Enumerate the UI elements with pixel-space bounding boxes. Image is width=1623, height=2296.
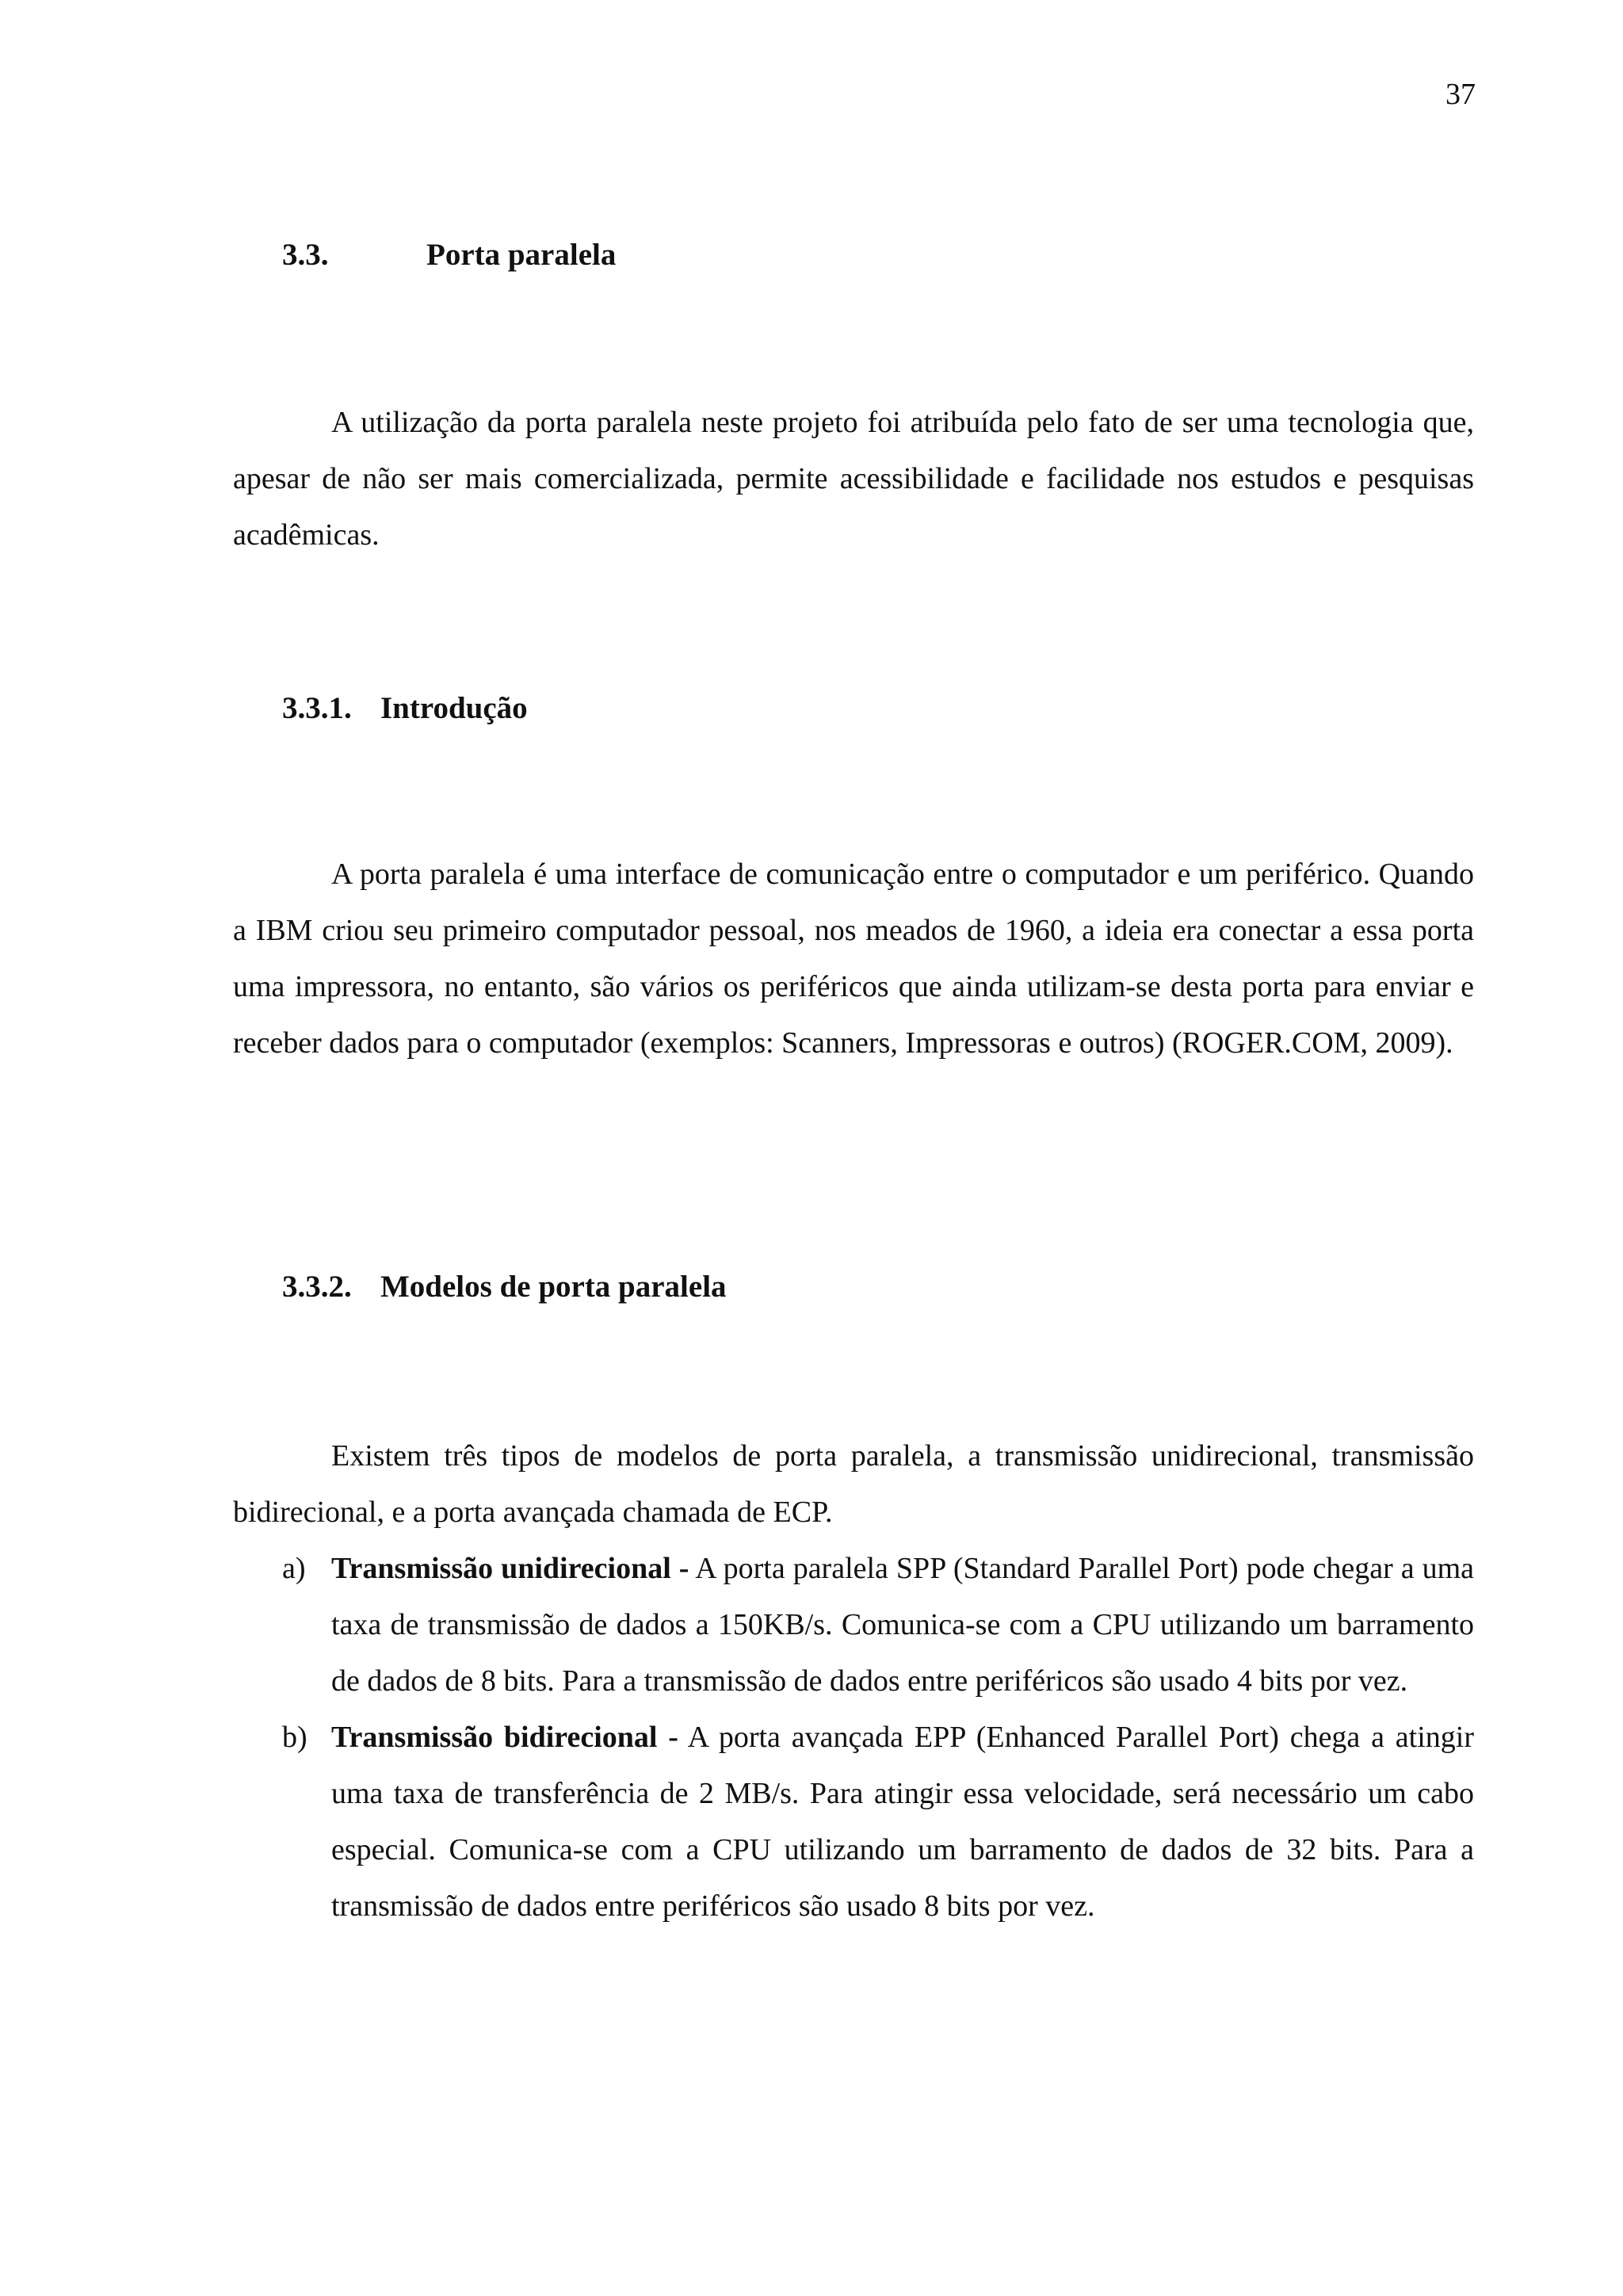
list-item [282, 1541, 1474, 1710]
subsection-title: Introdução [380, 691, 528, 725]
section-title: Porta paralela [426, 238, 617, 272]
introducao-paragraph: A porta paralela é uma interface de comunicação entre o computador e um periférico. Quando a IBM criou seu primeiro computador pessoal, nos meados de 1960, a ideia era conectar a essa porta uma impressora, no entanto, são vários os periféricos que ainda utilizam-se desta porta para enviar e receber dados para o computador (exemplos: Scanners, Impressoras e outros) (ROGER.COM, 2009). [233, 858, 1474, 1060]
list-marker: a) [282, 1552, 306, 1585]
list-item-text: A porta paralela SPP (Standard Parallel Port) pode chegar a uma taxa de transmissão de dados a 150KB/s. Comunica-se com a CPU utilizando um barramento de dados de 8 bits. Para a transmissão de dados entre periféricos são usado 4 bits por vez. [331, 1552, 1474, 1698]
subsection-title: Modelos de porta paralela [380, 1270, 727, 1304]
list-marker: b) [282, 1721, 307, 1754]
subsection-number: 3.3.1. [282, 691, 352, 725]
section-number: 3.3. [282, 238, 329, 272]
modelos-paragraph: Existem três tipos de modelos de porta paralela, a transmissão unidirecional, transmissão bidirecional, e a porta avançada chamada de ECP. [233, 1439, 1474, 1529]
section-intro-paragraph: A utilização da porta paralela neste projeto foi atribuída pelo fato de ser uma tecnologia que, apesar de não ser mais comercializada, permite acessibilidade e facilidade nos estudos e pesquisas acadêmicas. [233, 406, 1474, 552]
subsection-heading-modelos [282, 1271, 727, 1302]
subsection-number: 3.3.2. [282, 1270, 352, 1304]
list-item-text: A porta avançada EPP (Enhanced Parallel Port) chega a atingir uma taxa de transferência de 2 MB/s. Para atingir essa velocidade, será necessário um cabo especial. Comunica-se com a CPU utilizando um barramento de dados de 32 bits. Para a transmissão de dados entre periféricos são usado 8 bits por vez. [331, 1721, 1474, 1923]
page-number: 37 [1445, 78, 1476, 111]
list-item-term: Transmissão bidirecional - [331, 1721, 678, 1754]
section-heading [282, 239, 616, 270]
list-item [282, 1710, 1474, 1935]
subsection-heading-introducao [282, 693, 528, 724]
list-item-term: Transmissão unidirecional - [331, 1552, 689, 1585]
modelos-list [282, 1541, 1474, 1935]
